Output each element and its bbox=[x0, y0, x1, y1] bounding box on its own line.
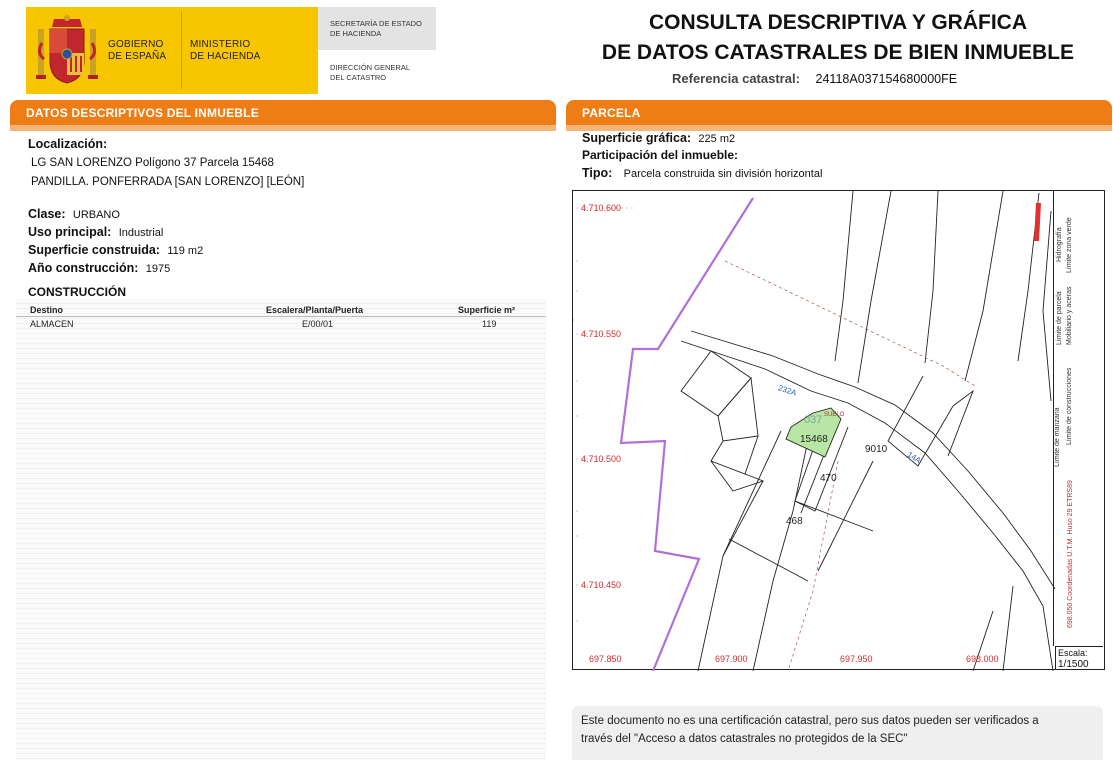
road-label-232a: 232A bbox=[777, 383, 798, 398]
gobierno-text: GOBIERNO DE ESPAÑA bbox=[108, 39, 167, 62]
superficie-label: Superficie construida: bbox=[28, 243, 160, 257]
participacion-label: Participación del inmueble: bbox=[582, 148, 739, 162]
anio-label: Año construcción: bbox=[28, 261, 139, 275]
sup-grafica-value: 225 m2 bbox=[698, 133, 736, 145]
clase-row bbox=[28, 207, 120, 221]
table-header-superficie: Superficie m² bbox=[458, 305, 516, 315]
sup-grafica-row bbox=[582, 131, 735, 145]
ref-value: 24118A037154680000FE bbox=[815, 72, 958, 86]
gobierno-logo bbox=[26, 7, 318, 94]
tipo-value: Parcela construida sin división horizontal bbox=[623, 168, 823, 180]
anio-row bbox=[28, 261, 170, 275]
construccion-table bbox=[16, 299, 546, 760]
y-coord-4710600: 4.710.600 bbox=[581, 203, 622, 213]
ministerio-text: MINISTERIO DE HACIENDA bbox=[190, 39, 261, 62]
table-cell-superficie: 119 bbox=[482, 319, 497, 329]
parcel-label-470: 470 bbox=[820, 473, 837, 484]
tipo-row bbox=[582, 166, 822, 180]
referencia-catastral bbox=[672, 71, 957, 86]
parcel-label-468: 468 bbox=[786, 516, 803, 527]
cadastral-map[interactable] bbox=[572, 190, 1105, 670]
parcel-label-9010: 9010 bbox=[865, 444, 888, 455]
superficie-row bbox=[28, 243, 203, 257]
table-cell-destino: ALMACEN bbox=[30, 319, 74, 329]
escala-box bbox=[1055, 646, 1103, 669]
uso-row bbox=[28, 225, 163, 239]
legend-zona-verde: Límite zona verde bbox=[1066, 217, 1073, 273]
escala-value: 1/1500 bbox=[1058, 659, 1089, 670]
ref-label: Referencia catastral: bbox=[672, 71, 800, 86]
localizacion-line2: PANDILLA. PONFERRADA [SAN LORENZO] [LEÓN] bbox=[31, 176, 305, 188]
table-header-destino: Destino bbox=[30, 305, 64, 315]
parcel-label-037: 037 bbox=[804, 414, 823, 426]
map-drawing bbox=[573, 191, 1106, 671]
localizacion-label: Localización: bbox=[28, 137, 108, 151]
parcel-label-15468: 15468 bbox=[800, 434, 828, 445]
disclaimer-box bbox=[572, 706, 1103, 760]
y-coord-4710500: 4.710.500 bbox=[581, 454, 622, 464]
legend-coordenadas: 698.050 Coordenadas U.T.M. Huso 29 ETRS89 bbox=[1067, 480, 1074, 628]
x-coord-698000: 698.000 bbox=[966, 654, 999, 664]
disclaimer-line2: través del "Acceso a datos catastrales no protegidos de la SEC" bbox=[581, 733, 908, 745]
y-coord-4710450: 4.710.450 bbox=[581, 580, 622, 590]
x-coord-697950: 697.950 bbox=[840, 654, 873, 664]
escala-label: Escala: bbox=[1058, 648, 1088, 658]
coat-of-arms-icon bbox=[34, 13, 100, 89]
secretaria-text: SECRETARÍA DE ESTADO DE HACIENDA bbox=[330, 19, 422, 38]
disclaimer-line1: Este documento no es una certificación catastral, pero sus datos pueden ser verificados a bbox=[581, 715, 1039, 727]
y-coord-4710550: 4.710.550 bbox=[581, 329, 622, 339]
uso-value: Industrial bbox=[118, 227, 164, 239]
sup-grafica-label: Superficie gráfica: bbox=[582, 131, 692, 145]
section-header-datos: DATOS DESCRIPTIVOS DEL INMUEBLE bbox=[10, 100, 556, 127]
parcel-label-suelo: SUELO bbox=[824, 412, 845, 418]
construccion-title: CONSTRUCCIÓN bbox=[28, 285, 126, 299]
clase-value: URBANO bbox=[72, 209, 120, 221]
legend-hidrografia: Hidrografía bbox=[1056, 227, 1063, 262]
clase-label: Clase: bbox=[28, 207, 66, 221]
uso-label: Uso principal: bbox=[28, 225, 112, 239]
table-cell-escalera: E/00/01 bbox=[302, 319, 334, 329]
section-header-parcela: PARCELA bbox=[566, 100, 1112, 127]
legend-mobiliario: Mobiliario y aceras bbox=[1066, 286, 1073, 345]
direccion-text: DIRECCIÓN GENERAL DEL CATASTRO bbox=[330, 63, 411, 82]
table-header-escalera: Escalera/Planta/Puerta bbox=[266, 305, 364, 315]
x-coord-697900: 697.900 bbox=[715, 654, 748, 664]
x-coord-697850: 697.850 bbox=[589, 654, 622, 664]
legend-limite-construcciones: Límite de construcciones bbox=[1066, 367, 1073, 445]
legend-limite-manzana: Límite de manzana bbox=[1054, 407, 1061, 467]
tipo-label: Tipo: bbox=[582, 166, 613, 180]
localizacion-line1: LG SAN LORENZO Polígono 37 Parcela 15468 bbox=[31, 157, 274, 169]
anio-value: 1975 bbox=[145, 263, 171, 275]
superficie-value: 119 m2 bbox=[167, 245, 204, 257]
page-title: CONSULTA DESCRIPTIVA Y GRÁFICA DE DATOS CATASTRALES DE BIEN INMUEBLE bbox=[601, 11, 1075, 64]
road-label-14a: 14A bbox=[905, 449, 923, 466]
legend-limite-parcela: Límite de parcela bbox=[1056, 291, 1063, 345]
